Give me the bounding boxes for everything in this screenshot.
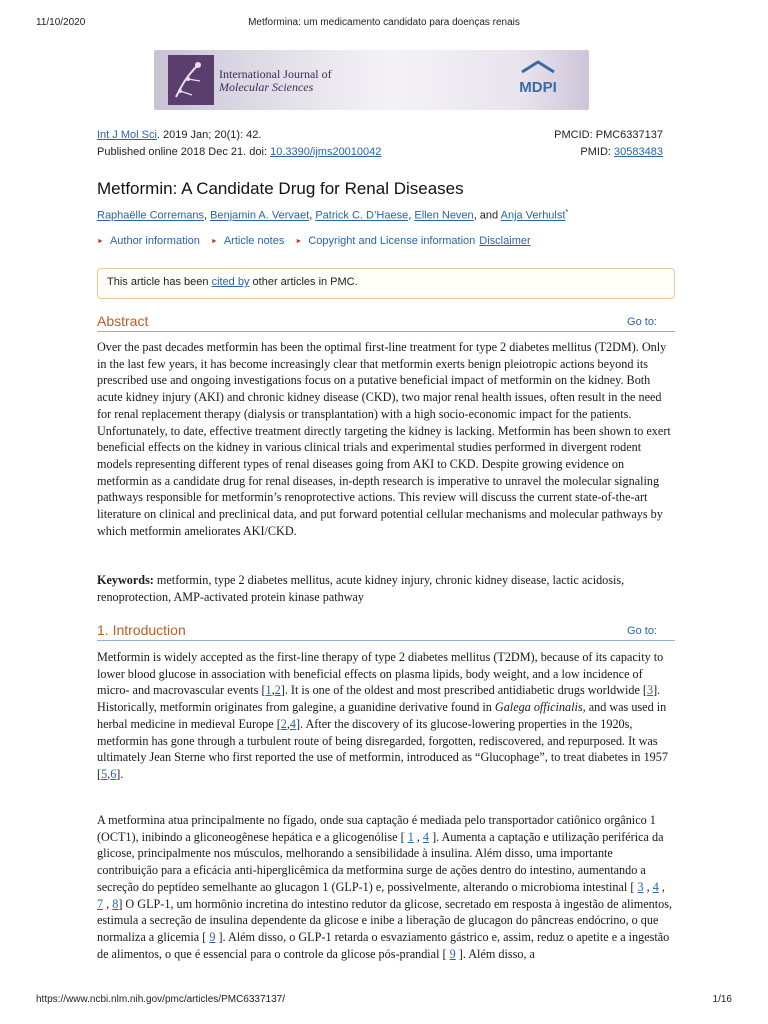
doi-link[interactable]: 10.3390/ijms20010042 [270, 146, 382, 158]
author-link[interactable]: Raphaëlle Corremans [97, 209, 204, 222]
pmcid: PMCID: PMC6337137 [554, 129, 663, 141]
reference-link[interactable]: 8 [112, 896, 119, 911]
keywords-list: metformin, type 2 diabetes mellitus, acute kidney injury, chronic kidney disease, lactic acidosis, renoprotection, AMP-activated protein kinase pathway [97, 573, 625, 604]
paragraph-text: ]. Historically, metformin originates from galegine, a guanidine derivative found in [97, 683, 661, 715]
keywords-label: Keywords: [97, 573, 154, 587]
reference-link[interactable]: 5 [101, 766, 108, 781]
reference-separator: , [286, 716, 290, 731]
species-name: Galega officinalis [494, 700, 583, 715]
corresponding-author-mark: * [565, 209, 569, 216]
paragraph-text: , and was used in herbal medicine in medieval Europe [ [97, 700, 667, 731]
copyright-license-toggle[interactable]: Copyright and License information [308, 235, 476, 247]
author-separator: , [204, 209, 211, 222]
author-link[interactable]: Ellen Neven [414, 209, 474, 222]
reference-link[interactable]: 2 [274, 683, 281, 698]
print-page-title: Metformina: um medicamento candidato para doenças renais [248, 17, 520, 28]
reference-link[interactable]: 7 [97, 896, 104, 911]
author-separator: , [408, 209, 415, 222]
abstract-header [97, 309, 675, 332]
abstract-body [97, 339, 673, 539]
intro-paragraph-2 [97, 812, 673, 962]
disclaimer-link[interactable]: Disclaimer [479, 235, 531, 247]
article-info-links [97, 235, 531, 247]
mdpi-text: MDPI [519, 79, 557, 96]
author-information-toggle[interactable]: Author information [109, 235, 200, 247]
issue-info: . 2019 Jan; 20(1): 42. [156, 129, 262, 141]
published-label: Published online 2018 Dec 21. doi: [97, 146, 271, 158]
pmid-link[interactable]: 30583483 [614, 146, 663, 158]
goto-dropdown[interactable]: Go to: [627, 316, 657, 328]
author-link[interactable]: Patrick C. D’Haese [315, 209, 409, 222]
article-title: Metformin: A Candidate Drug for Renal Diseases [97, 179, 464, 198]
reference-link[interactable]: 3 [646, 683, 654, 698]
journal-emblem-icon [168, 55, 214, 105]
citation-meta [97, 127, 663, 161]
expand-triangle-icon: ► [97, 238, 104, 245]
author-separator: , [309, 209, 316, 222]
abstract-text: Over the past decades metformin has been the optimal first-line treatment for type 2 diabetes mellitus (T2DM). Only in the last few years, it has become increasingly clear that metformin exerts benign pleiotropic actions beyond its prescribed use and ongoing investigations focus on a putative beneficial impact of metformin on the kidney. Both acute kidney injury (AKI) and chronic kidney disease (CKD), two major renal health issues, often result in the need for renal replacement therapy (dialysis or transplantation) with a high socio-economic impact for the patients. Unfortunately, to date, effective treatment directly targeting the kidney is lacking. Metformin has been shown to exert beneficial effects on the kidney in various clinical trials and experimental studies performed in divergent rodent models representing different types of renal diseases going from AKI to CKD. Despite growing evidence on metformin as a candidate drug for renal diseases, in-depth research is imperative to unravel the molecular signaling pathways responsible for metformin’s renoprotective actions. This review will discuss the current state-of-the-art literature on clinical and preclinical data, and put forward potential cellular mechanisms and molecular pathways by which metformin ameliorates AKI/CKD. [97, 340, 671, 538]
reference-link[interactable]: 3 [637, 879, 644, 894]
author-list [97, 209, 568, 222]
pmid-label: PMID: [580, 146, 615, 158]
cited-text: This article has been [107, 276, 212, 288]
paragraph-text: ]. Aumenta a captação e utilização periférica da glicose, principalmente nos músculos, melhorando a sensibilidade à insulina. Além disso, uma importante contribuição para a eficácia anti-hiperglicêmica da metformina surge de ações dentro do intestino, aumentando a secreção do peptídeo semelhante ao glucagon 1 (GLP-1) e, possivelmente, alterando o microbioma intestinal [ [97, 829, 664, 894]
paragraph-text: ]. After the discovery of its glucose-lowering properties in the 1920s, metformin has gone through a turbulent route of being disregarded, forgotten, rediscovered, and repurposed. It was ultimately Jean Sterne who first reported the use of metformin, introduced as “Glucophage”, to treat diabetes in 1957 [ [97, 716, 668, 781]
journal-name-line1: International Journal of [219, 67, 332, 81]
introduction-header [97, 618, 675, 641]
reference-separator: , [107, 766, 111, 781]
intro-paragraph-1 [97, 649, 673, 783]
cited-by-notice [97, 268, 675, 299]
journal-name-line2: Molecular Sciences [219, 80, 314, 94]
expand-triangle-icon: ► [295, 238, 303, 245]
reference-separator: , [103, 896, 113, 911]
keywords [97, 572, 673, 605]
reference-link[interactable]: 1 [407, 829, 414, 844]
paragraph-text: A metformina atua principalmente no fígado, onde sua captação é mediada pelo transportador catiônico orgânico 1 (OCT1), inibindo a gliconeogênese hepática e a glicogenólise [ [97, 813, 656, 844]
journal-abbr-link[interactable]: Int J Mol Sci [97, 129, 157, 141]
cited-text: other articles in PMC. [249, 276, 358, 288]
author-separator: , and [473, 209, 501, 222]
print-date: 11/10/2020 [36, 17, 86, 28]
article-notes-toggle[interactable]: Article notes [223, 235, 285, 247]
reference-separator: , [413, 829, 423, 844]
reference-link[interactable]: 6 [110, 766, 117, 781]
goto-dropdown[interactable]: Go to: [627, 625, 657, 637]
page-url: https://www.ncbi.nlm.nih.gov/pmc/articles/PMC6337137/ [36, 994, 285, 1005]
mdpi-logo-icon [512, 58, 564, 102]
reference-separator: , [643, 879, 653, 894]
author-link[interactable]: Benjamin A. Vervaet [210, 209, 310, 222]
introduction-heading: 1. Introduction [97, 622, 186, 638]
abstract-heading: Abstract [97, 313, 149, 329]
reference-link[interactable]: 4 [289, 716, 296, 731]
cited-by-link[interactable]: cited by [211, 276, 250, 288]
paragraph-text: Metformin is widely accepted as the first-line therapy of type 2 diabetes mellitus (T2DM), because of its capacity to lower blood glucose in association with beneficial effects on plasma lipids, body weight, and a low incidence of micro- and macrovascular events [ [97, 650, 664, 698]
paragraph-text: ]. It is one of the oldest and most prescribed antidiabetic drugs worldwide [ [280, 683, 647, 698]
reference-link[interactable]: 9 [449, 946, 456, 961]
page-number: 1/16 [712, 994, 732, 1005]
author-link[interactable]: Anja Verhulst [500, 209, 566, 222]
reference-link[interactable]: 4 [422, 829, 430, 844]
paragraph-text: ]. Além disso, o GLP-1 retarda o esvaziamento gástrico e, assim, reduz o apetite e a ingestão de alimentos, o que é essencial para o controle da glicose pós-prandial [ [97, 929, 670, 961]
reference-link[interactable]: 1 [265, 683, 272, 698]
expand-triangle-icon: ► [210, 238, 218, 245]
reference-link[interactable]: 4 [652, 879, 659, 894]
paragraph-text: ]. Além disso, a [455, 946, 535, 961]
reference-separator: , [271, 683, 275, 698]
reference-link[interactable]: 2 [280, 716, 287, 731]
reference-separator: , [658, 879, 665, 894]
journal-banner[interactable] [154, 50, 589, 110]
paragraph-text: ]. [116, 766, 124, 781]
reference-link[interactable]: 9 [209, 929, 216, 944]
paragraph-text: ] O GLP-1, um hormônio incretina do intestino redutor da glicose, secretado em resposta à ingestão de alimentos, estimula a secreção de insulina dependente da glicose e inibe a liberação de glucagon do pâncreas endócrino, o que normaliza a glicemia [ [97, 896, 673, 944]
